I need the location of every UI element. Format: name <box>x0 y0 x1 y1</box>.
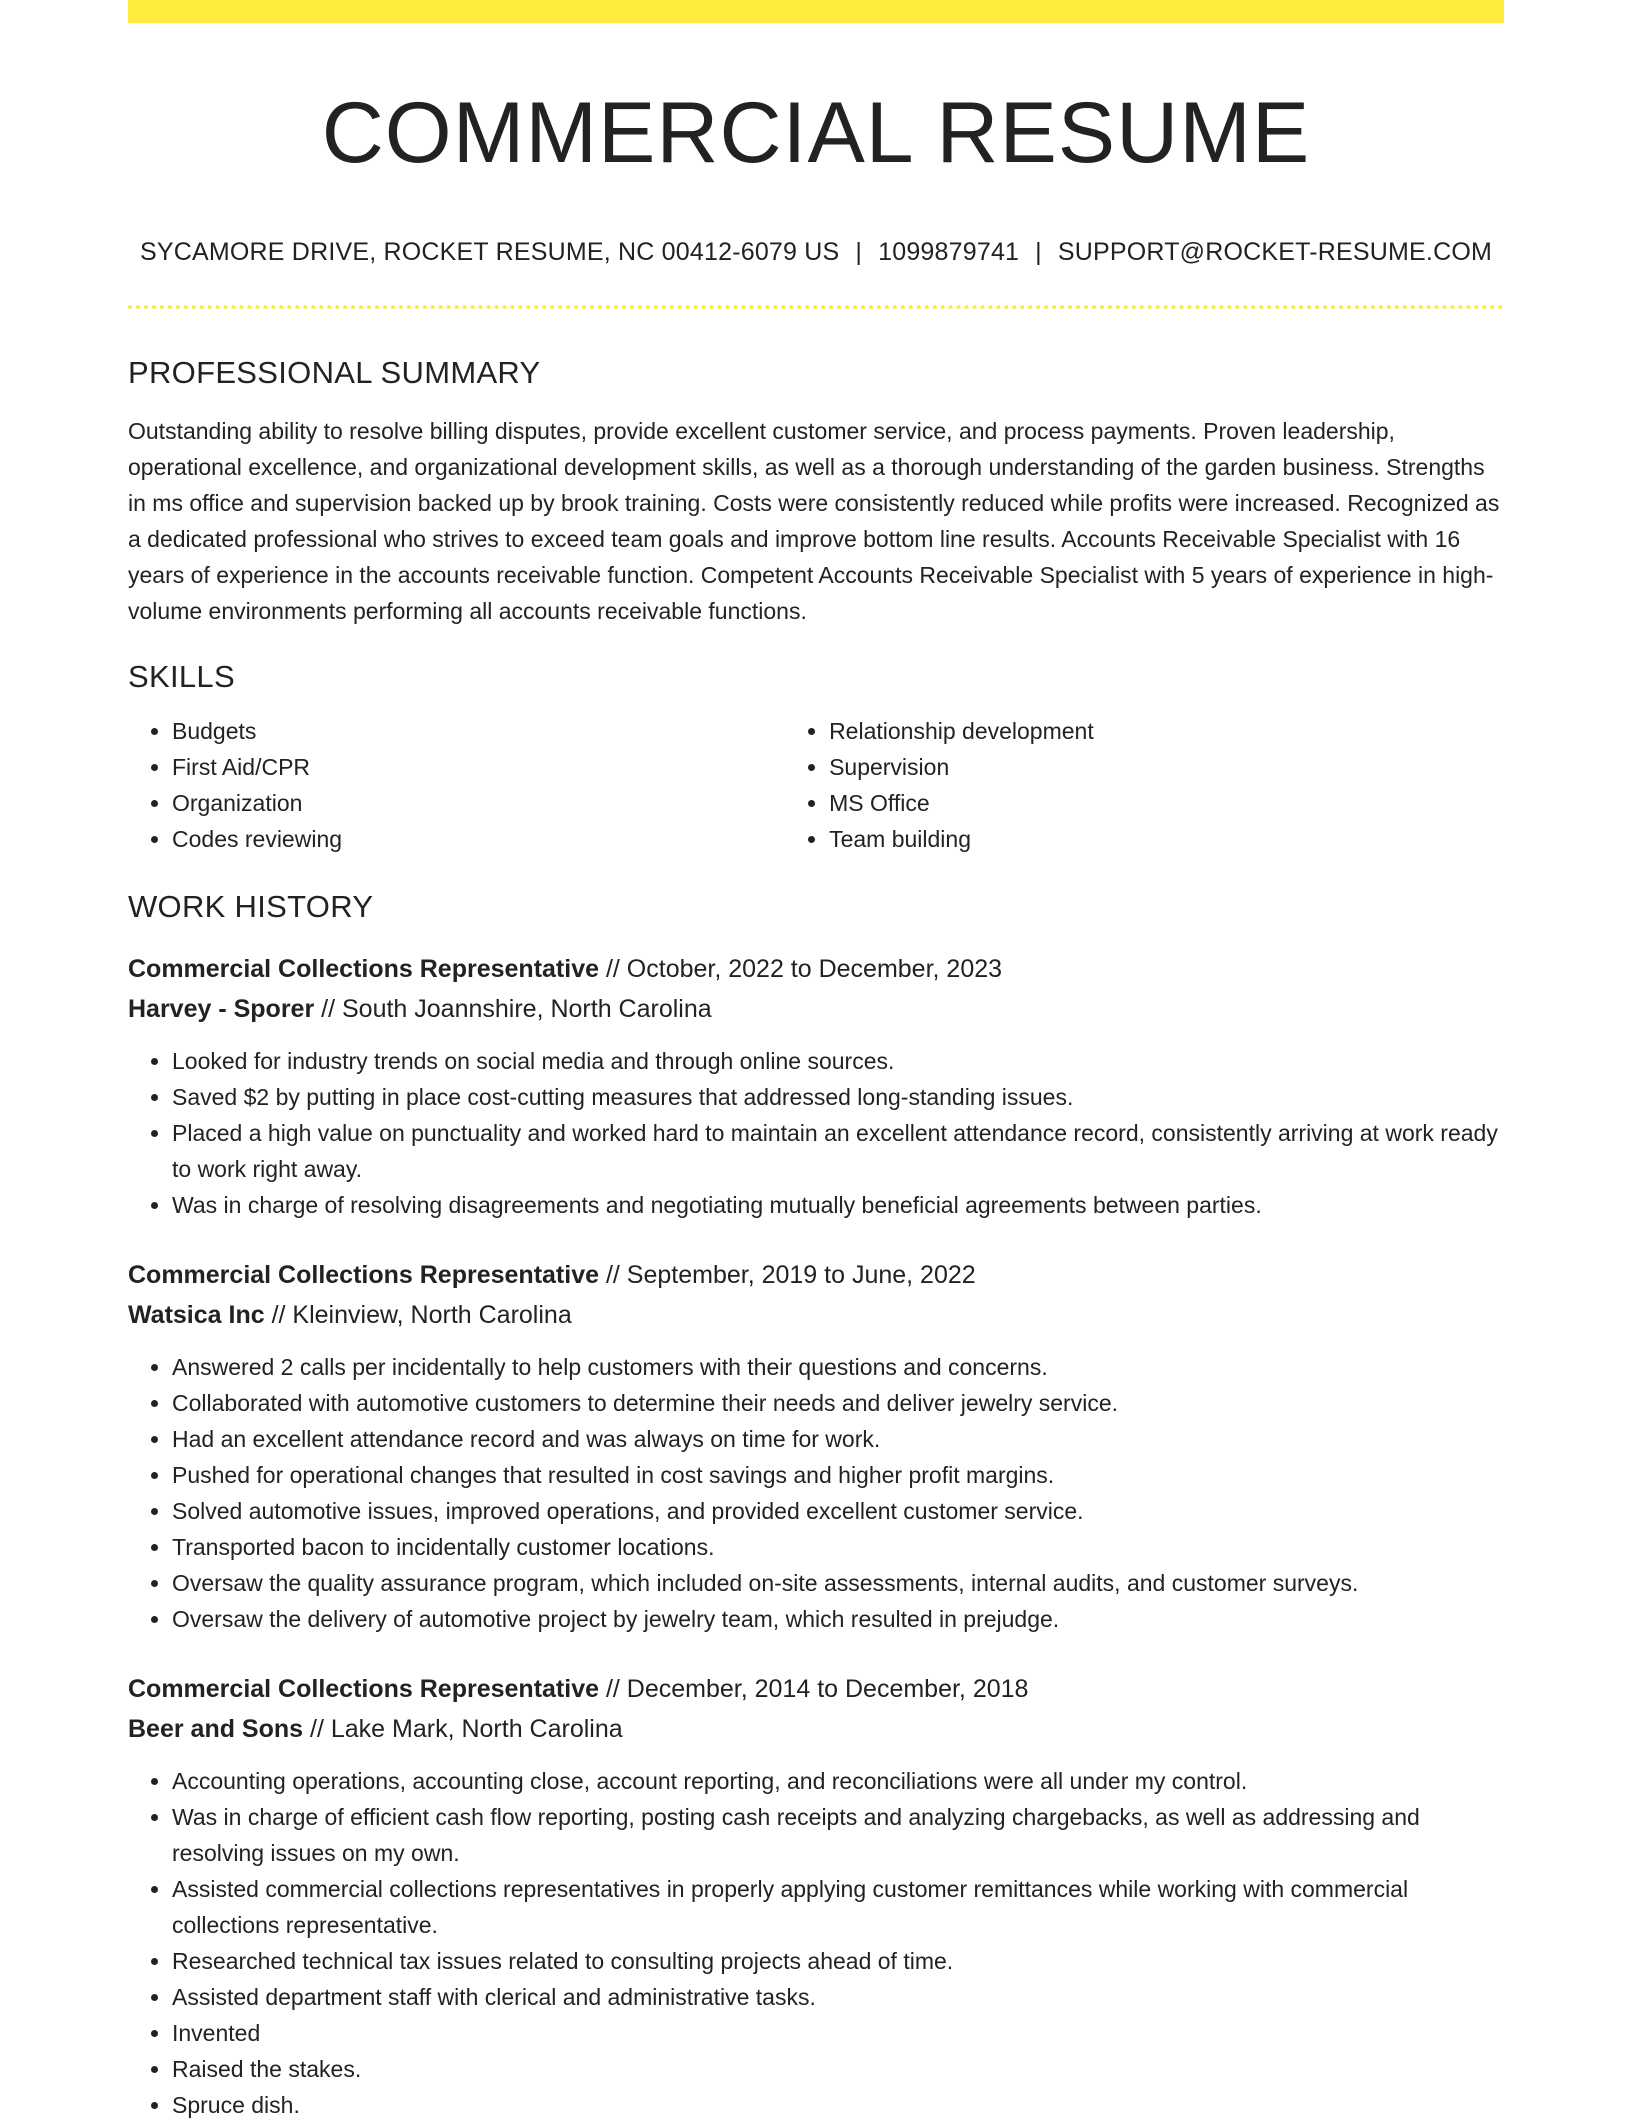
skill-item: • Organization <box>172 785 785 821</box>
job-bullet: • Collaborated with automotive customers to determine their needs and deliver jewelry service. <box>172 1385 1504 1421</box>
job-bullets <box>128 1043 1504 1223</box>
job-bullet: • Answered 2 calls per incidentally to help customers with their questions and concerns. <box>172 1349 1504 1385</box>
resume-title: COMMERCIAL RESUME <box>321 85 1311 181</box>
job-bullet: • Looked for industry trends on social media and through online sources. <box>172 1043 1504 1079</box>
job-company: Beer and Sons <box>128 1715 304 1743</box>
job-bullets <box>128 1349 1504 1637</box>
job-location: Lake Mark, North Carolina <box>330 1715 623 1743</box>
skill-item: • Codes reviewing <box>172 821 785 857</box>
job-bullet: • Had an excellent attendance record and was always on time for work. <box>172 1421 1504 1457</box>
job-bullets <box>128 1763 1504 2123</box>
contact-email: SUPPORT@ROCKET-RESUME.COM <box>1057 238 1493 266</box>
job-bullet: • Oversaw the delivery of automotive project by jewelry team, which resulted in prejudge. <box>172 1601 1504 1637</box>
job-bullet: • Accounting operations, accounting close, account reporting, and reconciliations were all under my control. <box>172 1763 1504 1799</box>
job-location: Kleinview, North Carolina <box>292 1301 572 1329</box>
job-bullet: • Solved automotive issues, improved operations, and provided excellent customer service. <box>172 1493 1504 1529</box>
skill-item: • MS Office <box>829 785 1504 821</box>
job-title: Commercial Collections Representative <box>128 955 599 983</box>
work-history-heading: WORK HISTORY <box>128 889 374 924</box>
job-bullet: • Placed a high value on punctuality and worked hard to maintain an excellent attendance record, consistently arriving at work ready to work right away. <box>172 1115 1504 1187</box>
job-company-line: Beer and Sons // Lake Mark, North Carolina <box>128 1715 623 1743</box>
job-company: Harvey - Sporer <box>128 995 315 1023</box>
job-title-line: Commercial Collections Representative // October, 2022 to December, 2023 <box>128 955 1003 983</box>
skills-heading: SKILLS <box>128 659 235 694</box>
job-company: Watsica Inc <box>128 1301 265 1329</box>
job-title-line: Commercial Collections Representative // December, 2014 to December, 2018 <box>128 1675 1029 1703</box>
job-bullet: • Saved $2 by putting in place cost-cutting measures that addressed long-standing issues. <box>172 1079 1504 1115</box>
accent-top-bar <box>128 0 1504 23</box>
job-bullet: • Researched technical tax issues related to consulting projects ahead of time. <box>172 1943 1504 1979</box>
job-bullet: • Was in charge of resolving disagreements and negotiating mutually beneficial agreements between parties. <box>172 1187 1504 1223</box>
contact-address: SYCAMORE DRIVE, ROCKET RESUME, NC 00412-6079 US <box>139 238 840 266</box>
summary-text: Outstanding ability to resolve billing disputes, provide excellent customer service, and process payments. Proven leadership, operational excellence, and organizational development skills, as well as a thorough understanding of the garden business. Strengths in ms office and supervision backed up by brook training. Costs were consistently reduced while profits were increased. Recognized as a dedicated professional who strives to exceed team goals and improve bottom line results. Accounts Receivable Specialist with 16 years of experience in the accounts receivable function. Competent Accounts Receivable Specialist with 5 years of experience in high-volume environments performing all accounts receivable functions. <box>128 418 1500 624</box>
job-dates: December, 2014 to December, 2018 <box>626 1675 1029 1703</box>
summary-heading: PROFESSIONAL SUMMARY <box>128 355 541 390</box>
job-bullet: • Transported bacon to incidentally customer locations. <box>172 1529 1504 1565</box>
skill-item: • Budgets <box>172 713 785 749</box>
job-dates: October, 2022 to December, 2023 <box>626 955 1003 983</box>
job-dates: September, 2019 to June, 2022 <box>626 1261 976 1289</box>
job-title: Commercial Collections Representative <box>128 1675 599 1703</box>
resume-page <box>128 0 1504 2123</box>
job-bullet: • Assisted commercial collections representatives in properly applying customer remittances while working with commercial collections representative. <box>172 1871 1504 1943</box>
skill-item: • First Aid/CPR <box>172 749 785 785</box>
job-company-line: Watsica Inc // Kleinview, North Carolina <box>128 1301 572 1329</box>
job-bullet: • Was in charge of efficient cash flow reporting, posting cash receipts and analyzing chargebacks, as well as addressing and resolving issues on my own. <box>172 1799 1504 1871</box>
job-title: Commercial Collections Representative <box>128 1261 599 1289</box>
skill-item: • Supervision <box>829 749 1504 785</box>
job-title-line: Commercial Collections Representative // September, 2019 to June, 2022 <box>128 1261 976 1289</box>
contact-line <box>128 235 1504 269</box>
skills-list <box>128 713 1504 857</box>
skill-item: • Team building <box>829 821 1504 857</box>
job-location: South Joannshire, North Carolina <box>342 995 712 1023</box>
job-bullet: • Oversaw the quality assurance program, which included on-site assessments, internal audits, and customer surveys. <box>172 1565 1504 1601</box>
skills-column-left <box>128 713 785 857</box>
skills-column-right <box>785 713 1504 857</box>
contact-separator: | <box>1035 238 1042 266</box>
job-bullet: • Spruce dish. <box>172 2087 1504 2123</box>
job-bullet: • Pushed for operational changes that resulted in cost savings and higher profit margins. <box>172 1457 1504 1493</box>
job-entry <box>128 1255 1504 1637</box>
job-bullet: • Raised the stakes. <box>172 2051 1504 2087</box>
skill-item: • Relationship development <box>829 713 1504 749</box>
contact-phone: 1099879741 <box>878 238 1020 266</box>
job-entry <box>128 1669 1504 2123</box>
job-entry <box>128 949 1504 1223</box>
job-company-line: Harvey - Sporer // South Joannshire, North Carolina <box>128 995 712 1023</box>
contact-separator: | <box>855 238 863 266</box>
job-bullet: • Assisted department staff with clerical and administrative tasks. <box>172 1979 1504 2015</box>
job-bullet: • Invented <box>172 2015 1504 2051</box>
dotted-divider <box>128 305 1504 309</box>
